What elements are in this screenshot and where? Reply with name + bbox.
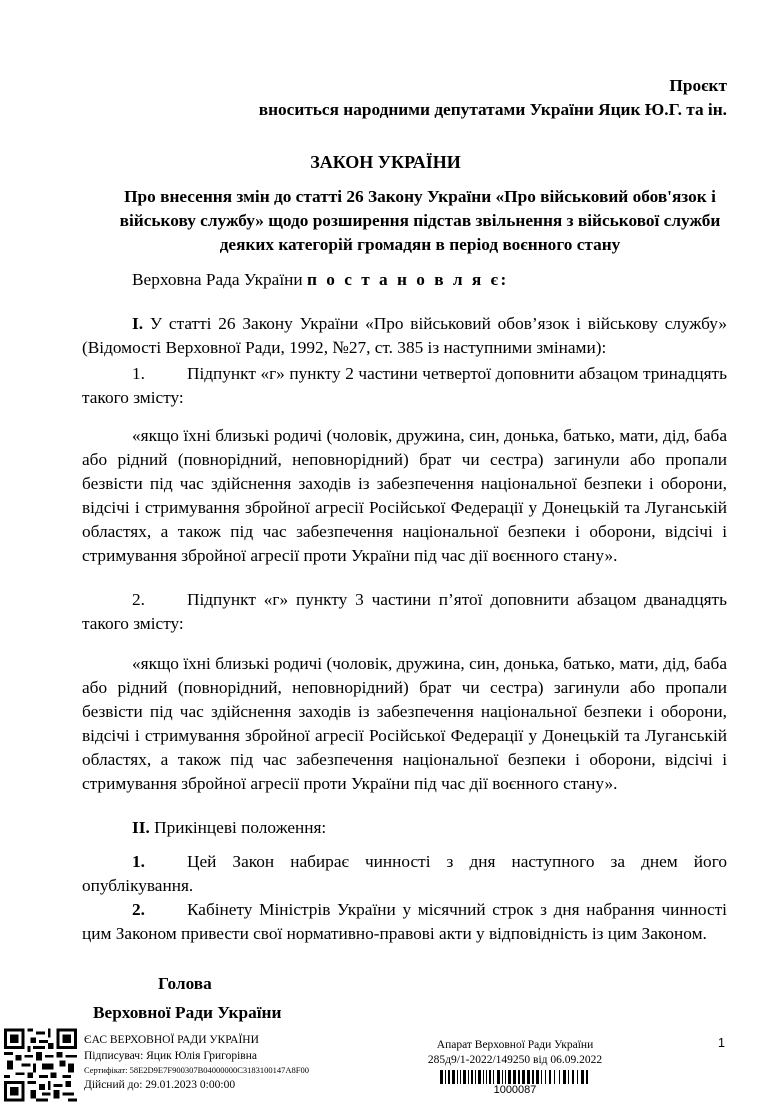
law-subtitle: Про внесення змін до статті 26 Закону України «Про військовий обов'язок і військову службу» щодо розширення підстав звільнення з військової служби деяких категорій громадян в період воєнного стану: [119, 187, 721, 254]
section-2-item-1: [82, 850, 727, 898]
registration-org: Апарат Верховної Ради України: [436, 1039, 594, 1051]
stamp-certificate: Сертифікат: 58E2D9E7F900307B04000000C3183100147A8F00: [84, 1065, 310, 1075]
project-label: Проєкт: [669, 76, 727, 95]
stamp-valid-until: Дійсний до: 29.01.2023 0:00:00: [84, 1079, 236, 1091]
item-number: 1.: [132, 852, 145, 871]
section-2-item-2: [82, 898, 727, 946]
digital-signature-stamp: [84, 1032, 309, 1093]
decree-prefix: Верховна Рада України: [132, 270, 307, 289]
barcode-icon: [440, 1070, 590, 1084]
section-1-item-2: [82, 588, 727, 636]
signature-org: Верховної Ради України: [93, 1003, 282, 1022]
decree-verb: п о с т а н о в л я є:: [306, 270, 509, 289]
submitted-by: вноситься народними депутатами України Яцик Ю.Г. та ін.: [258, 100, 727, 119]
section-1-item-1-quote: «якщо їхні близькі родичі (чоловік, дружина, син, донька, батько, мати, дід, баба або рідний (повнорідний, неповнорідний) брат чи сестра) загинули або пропали безвісти під час здійснення заходів із забезпечення національної безпеки і оборони, відсічі і стримування збройної агресії Російської Федерації у Донецькій та Луганській областях, а також під час забезпечення національної безпеки і оборони, відсічі і стримування збройної агресії проти України під час дії воєнного стану».: [82, 426, 727, 565]
item-text: Підпункт «г» пункту 2 частини четвертої доповнити абзацом тринадцять такого змісту:: [82, 364, 727, 407]
law-title: ЗАКОН УКРАЇНИ: [310, 152, 461, 172]
stamp-signer: Підписувач: Яцик Юлія Григорівна: [84, 1050, 257, 1062]
section-1-item-2-quote: «якщо їхні близькі родичі (чоловік, дружина, син, донька, батько, мати, дід, баба або рідний (повнорідний, неповнорідний) брат чи сестра) загинули або пропали безвісти під час здійснення заходів із забезпечення національної безпеки і оборони, відсічі і стримування збройної агресії Російської Федерації у Донецькій та Луганській областях, а також під час забезпечення національної безпеки і оборони, відсічі і стримування збройної агресії проти України під час дії воєнного стану».: [82, 654, 727, 793]
section-1-numeral: I.: [132, 314, 144, 333]
section-1-text: У статті 26 Закону України «Про військовий обов’язок і військову службу» (Відомості Верховної Ради, 1992, №27, ст. 385 із наступними змінами):: [82, 314, 727, 357]
section-2-numeral: II.: [132, 818, 150, 837]
section-1-item-1: [82, 362, 727, 410]
item-text: Кабінету Міністрів України у місячний строк з дня набрання чинності цим Законом привести свої нормативно-правові акти у відповідність із цим Законом.: [82, 900, 727, 943]
item-number: 1.: [132, 364, 145, 383]
section-1-intro: [82, 312, 727, 360]
signature-title: Голова: [158, 974, 212, 993]
barcode-number: 1000087: [493, 1084, 537, 1096]
stamp-org: ЄАС ВЕРХОВНОЇ РАДИ УКРАЇНИ: [84, 1034, 259, 1046]
section-2-text: Прикінцеві положення:: [149, 818, 327, 837]
item-number: 2.: [132, 900, 145, 919]
registration-number: 285д9/1-2022/149250 від 06.09.2022: [427, 1054, 603, 1066]
item-text: Цей Закон набирає чинності з дня наступного за днем його опублікування.: [82, 852, 727, 895]
item-number: 2.: [132, 590, 145, 609]
decree-line: [82, 268, 727, 292]
qr-code-icon: [4, 1026, 77, 1104]
registration-block: [400, 1038, 630, 1096]
section-2-intro: [82, 816, 727, 840]
item-text: Підпункт «г» пункту 3 частини п’ятої доповнити абзацом дванадцять такого змісту:: [82, 590, 727, 633]
page-number: 1: [718, 1036, 725, 1050]
